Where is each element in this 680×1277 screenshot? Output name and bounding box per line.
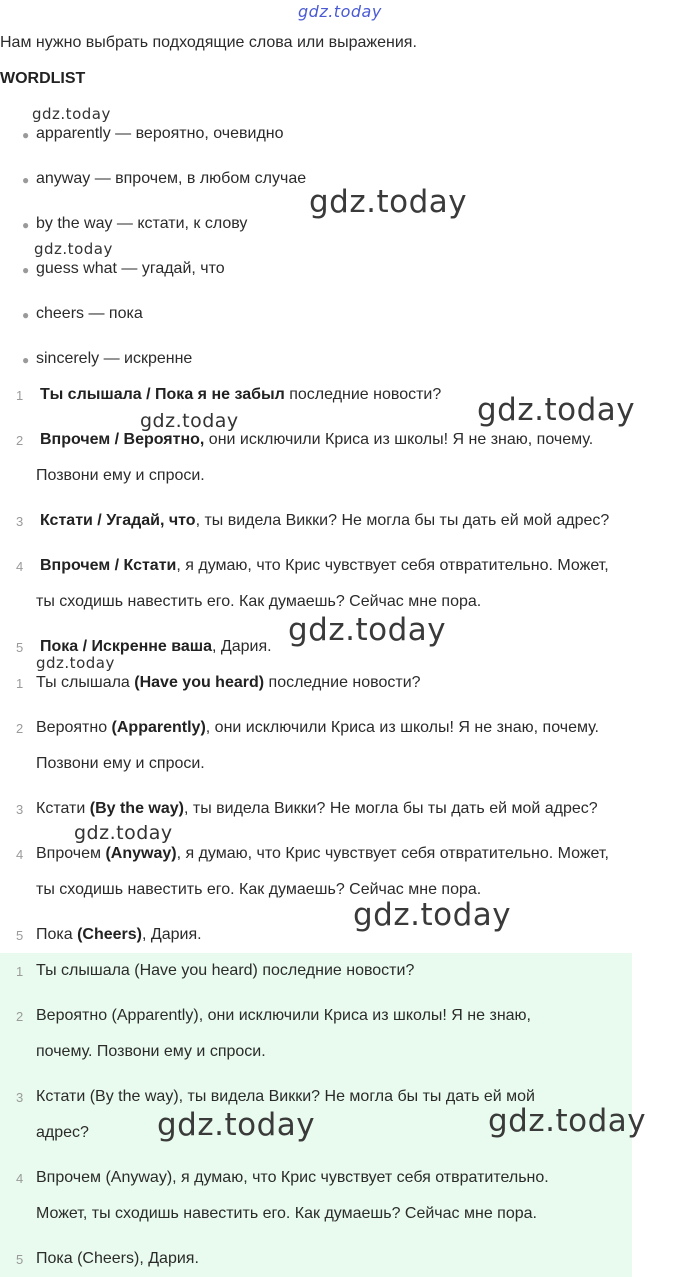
list-item: ● guess what — угадай, что — [22, 260, 225, 277]
list-item-continuation: почему. Позвони ему и спроси. — [36, 1043, 266, 1060]
watermark: gdz.today — [32, 105, 111, 123]
watermark: gdz.today — [288, 612, 447, 648]
list-item-continuation: Позвони ему и спроси. — [36, 467, 205, 484]
list-item-continuation: Может, ты сходишь навестить его. Как думаешь? Сейчас мне пора. — [36, 1205, 537, 1222]
intro-text: Нам нужно выбрать подходящие слова или выражения. — [0, 34, 417, 51]
list-item: ● by the way — кстати, к слову — [22, 215, 248, 232]
watermark: gdz.today — [477, 392, 636, 428]
bullet-icon: ● — [22, 308, 30, 322]
list-item-continuation: адрес? — [36, 1124, 89, 1141]
watermark: gdz.today — [353, 897, 512, 933]
bullet-icon: ● — [22, 173, 30, 187]
bullet-icon: ● — [22, 353, 30, 367]
watermark: gdz.today — [488, 1103, 647, 1139]
watermark: gdz.today — [34, 240, 113, 258]
bullet-icon: ● — [22, 263, 30, 277]
watermark: gdz.today — [157, 1107, 316, 1143]
watermark: gdz.today — [309, 184, 468, 220]
list-item: ● apparently — вероятно, очевидно — [22, 125, 284, 142]
list-item: ● anyway — впрочем, в любом случае — [22, 170, 307, 187]
wordlist-heading: WORDLIST — [0, 70, 86, 87]
bullet-icon: ● — [22, 218, 30, 232]
watermark: gdz.today — [36, 654, 115, 672]
watermark: gdz.today — [74, 822, 173, 844]
bullet-icon: ● — [22, 128, 30, 142]
list-item: ● cheers — пока — [22, 305, 143, 322]
watermark-top: gdz.today — [298, 2, 382, 21]
list-item-continuation: ты сходишь навестить его. Как думаешь? Сейчас мне пора. — [36, 881, 482, 898]
list-item-continuation: Позвони ему и спроси. — [36, 755, 205, 772]
list-item: ● sincerely — искренне — [22, 350, 193, 367]
watermark: gdz.today — [140, 410, 239, 432]
list-item-continuation: ты сходишь навестить его. Как думаешь? Сейчас мне пора. — [36, 593, 482, 610]
